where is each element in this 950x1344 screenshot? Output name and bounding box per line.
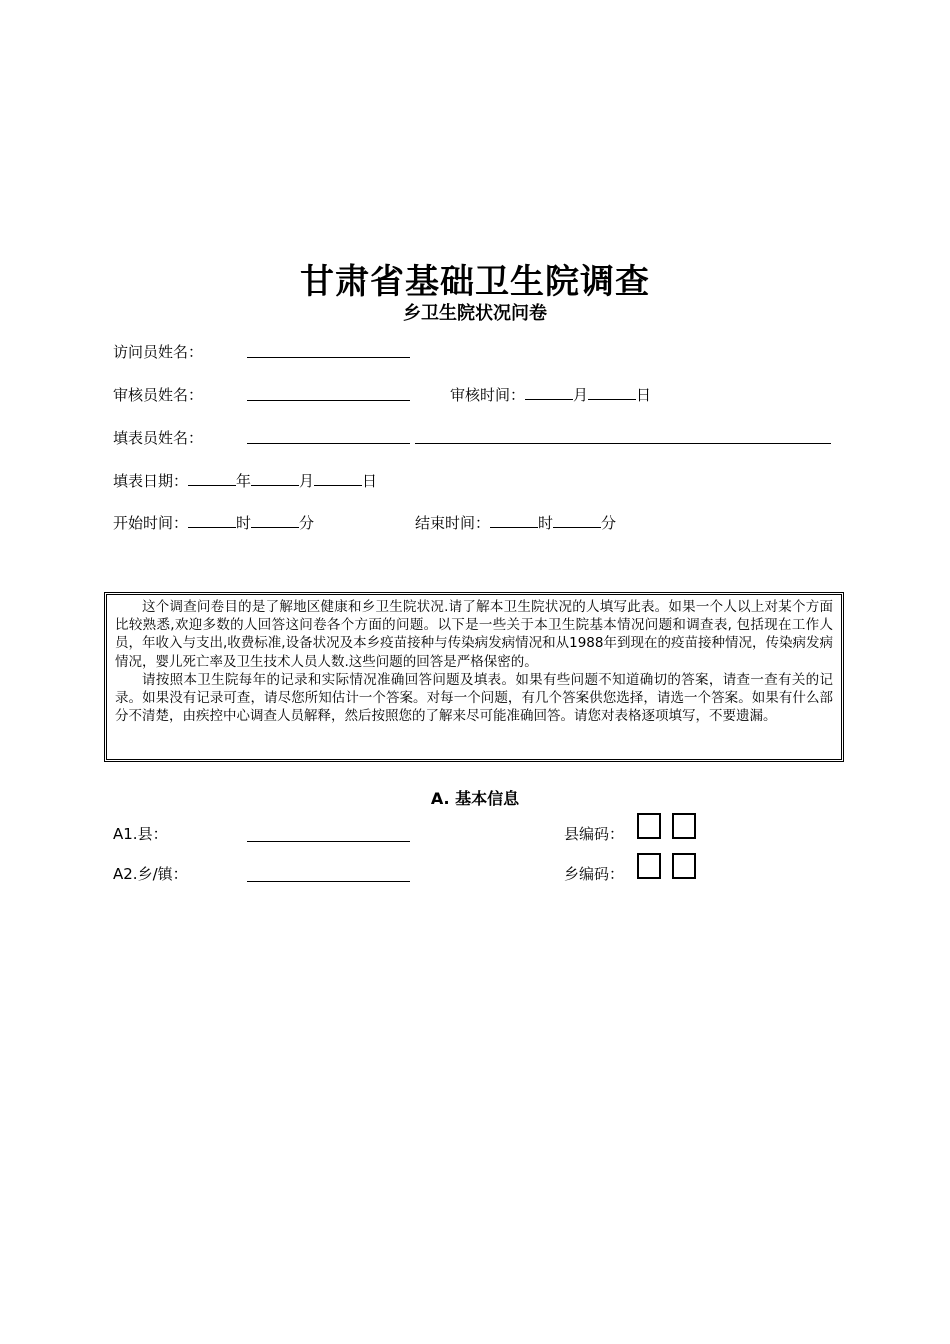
year-unit: 年 — [236, 472, 252, 490]
interviewer-name-field[interactable] — [247, 357, 410, 358]
fill-date-row — [113, 471, 377, 491]
instructions-box — [104, 592, 844, 762]
day-unit: 日 — [636, 386, 652, 404]
review-month-field[interactable] — [525, 385, 573, 400]
instructions-paragraph-2: 请按照本卫生院每年的记录和实际情况准确回答问题及填表。如果有些问题不知道确切的答案，请查一查有关的记录。如果没有记录可查，请尽您所知估计一个答案。对每一个问题，有几个答案供您选择，请选一个答案。如果有什么部分不清楚，由疾控中心调查人员解释，然后按照您的了解来尽可能准确回答。请您对表格逐项填写，不要遗漏。 — [115, 671, 833, 725]
county-code-box-2[interactable] — [672, 813, 696, 839]
fill-year-field[interactable] — [188, 471, 236, 486]
month-unit: 月 — [299, 472, 315, 490]
township-label: A2.乡/镇： — [113, 865, 188, 883]
end-time-row — [415, 513, 616, 533]
hour-unit: 时 — [538, 514, 554, 532]
month-unit: 月 — [573, 386, 589, 404]
county-field[interactable] — [247, 841, 410, 842]
township-code-box-2[interactable] — [672, 853, 696, 879]
fill-day-field[interactable] — [314, 471, 362, 486]
reviewer-name-field[interactable] — [247, 400, 410, 401]
county-label: A1.县： — [113, 825, 168, 843]
filler-extra-field[interactable] — [415, 443, 831, 444]
page-title: 甘肃省基础卫生院调查 — [300, 262, 650, 302]
reviewer-name-label: 审核员姓名： — [113, 386, 204, 404]
start-minute-field[interactable] — [251, 513, 299, 528]
review-day-field[interactable] — [588, 385, 636, 400]
review-time-label: 审核时间： — [450, 386, 526, 404]
end-minute-field[interactable] — [553, 513, 601, 528]
start-time-row — [113, 513, 314, 533]
fill-month-field[interactable] — [251, 471, 299, 486]
township-code-label: 乡编码： — [564, 865, 625, 883]
minute-unit: 分 — [299, 514, 315, 532]
township-code-box-1[interactable] — [637, 853, 661, 879]
start-time-label: 开始时间： — [113, 514, 189, 532]
day-unit: 日 — [362, 472, 378, 490]
section-a-heading: A. 基本信息 — [430, 789, 520, 808]
end-time-label: 结束时间： — [415, 514, 491, 532]
instructions-paragraph-1: 这个调查问卷目的是了解地区健康和乡卫生院状况.请了解本卫生院状况的人填写此表。如果一个人以上对某个方面比较熟悉,欢迎多数的人回答这问卷各个方面的问题。以下是一些关于本卫生院基本情况问题和调查表, 包括现在工作人员，年收入与支出,收费标准,设备状况及本乡疫苗接种与传染病发病情况和从1988年到现在的疫苗接种情况，传染病发病情况，婴儿死亡率及卫生技术人员人数.这些问题的回答是严格保密的。 — [115, 599, 833, 670]
start-hour-field[interactable] — [188, 513, 236, 528]
interviewer-name-label: 访问员姓名： — [113, 343, 204, 361]
review-time-row — [450, 385, 651, 405]
minute-unit: 分 — [601, 514, 617, 532]
fill-date-label: 填表日期： — [113, 472, 189, 490]
page-subtitle: 乡卫生院状况问卷 — [403, 303, 547, 324]
county-code-box-1[interactable] — [637, 813, 661, 839]
filler-name-label: 填表员姓名： — [113, 429, 204, 447]
filler-name-field[interactable] — [247, 443, 410, 444]
township-field[interactable] — [247, 881, 410, 882]
end-hour-field[interactable] — [490, 513, 538, 528]
hour-unit: 时 — [236, 514, 252, 532]
county-code-label: 县编码： — [564, 825, 625, 843]
